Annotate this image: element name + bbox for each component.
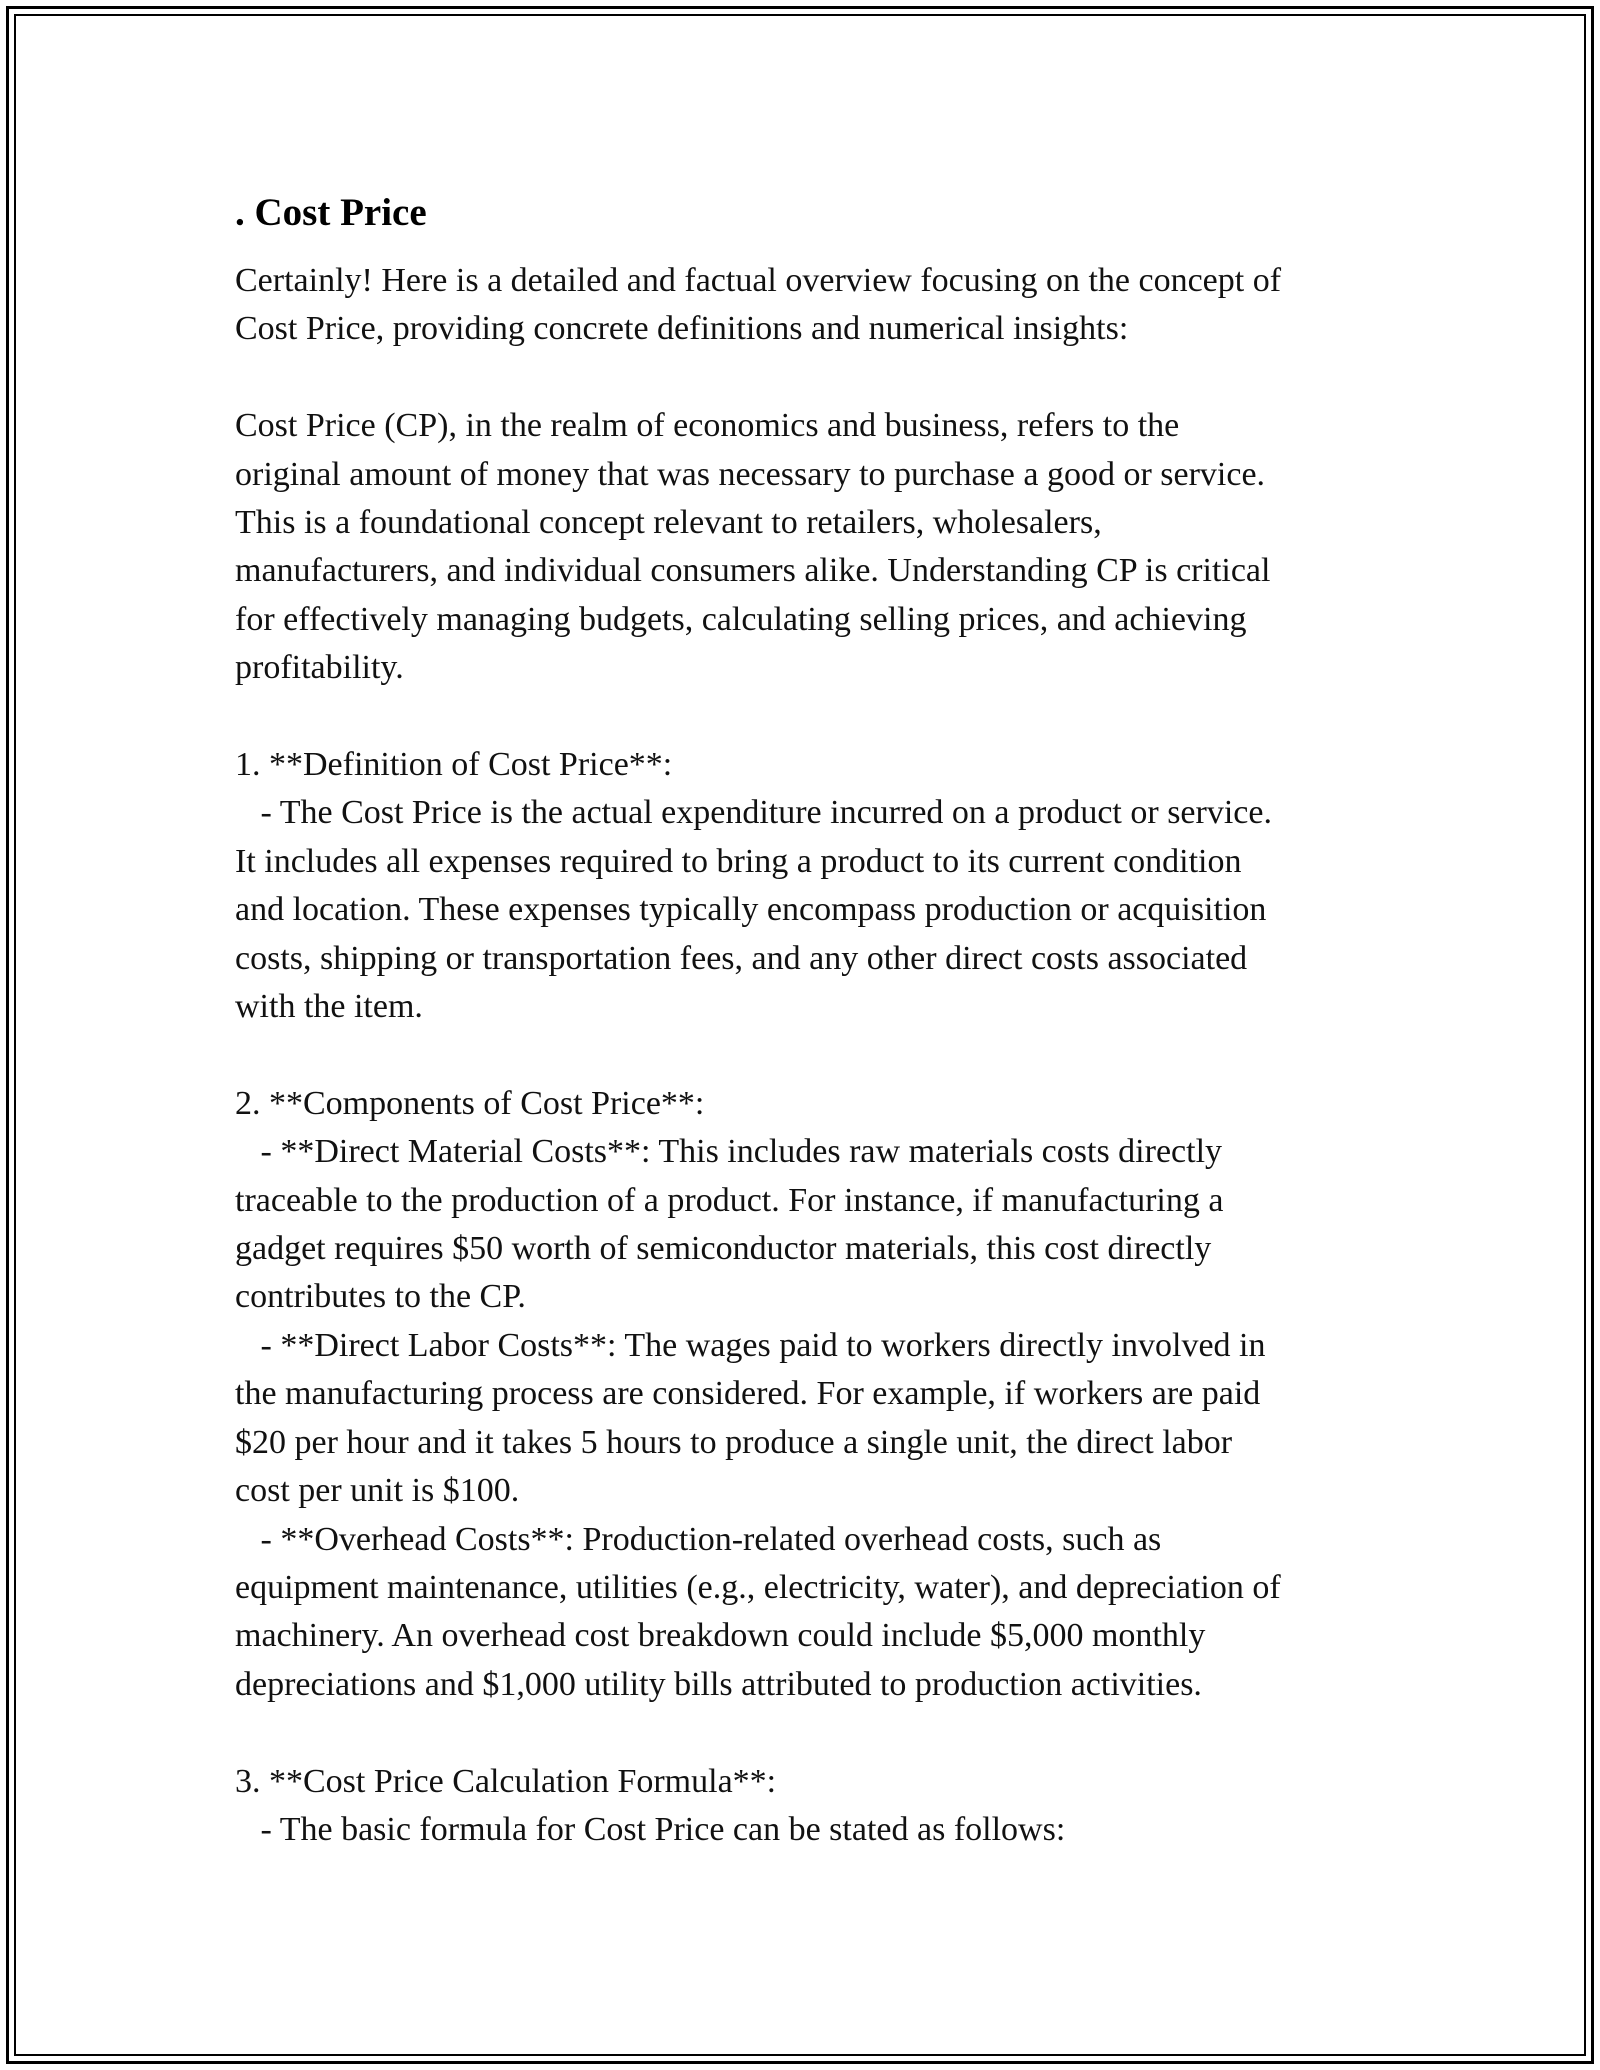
section-heading: . Cost Price [235,191,427,234]
definition-section: 1. **Definition of Cost Price**: - The Cost Price is the actual expenditure incurred on a product or service. It includes all expenses required to bring a product to its current condition and location. These expenses typically encompass production or acquisition costs, shipping or transportation fees, and any other direct costs associated with the item. [235,746,1272,1026]
document-body [235,185,1385,1854]
cost-price-overview-paragraph: Cost Price (CP), in the realm of economics and business, refers to the original amount of money that was necessary to purchase a good or service. This is a foundational concept relevant to retailers, wholesalers, manufacturers, and individual consumers alike. Understanding CP is critical for effectively managing budgets, calculating selling prices, and achieving profitability. [235,407,1271,687]
formula-section: 3. **Cost Price Calculation Formula**: - The basic formula for Cost Price can be stated as follows: [235,1762,1066,1848]
components-section: 2. **Components of Cost Price**: - **Direct Material Costs**: This includes raw materials costs directly traceable to the production of a product. For instance, if manufacturing a gadget requires $50 worth of semiconductor materials, this cost directly contributes to the CP. - **Direct Labor Costs**: The wages paid to workers directly involved in the manufacturing process are considered. For example, if workers are paid $20 per hour and it takes 5 hours to produce a single unit, the direct labor cost per unit is $100. - **Overhead Costs**: Production-related overhead costs, such as equipment maintenance, utilities (e.g., electricity, water), and depreciation of machinery. An overhead cost breakdown could include $5,000 monthly depreciations and $1,000 utility bills attributed to production activities. [235,1084,1281,1703]
intro-paragraph: Certainly! Here is a detailed and factual overview focusing on the concept of Cost Price, providing concrete definitions and numerical insights: [235,262,1282,348]
